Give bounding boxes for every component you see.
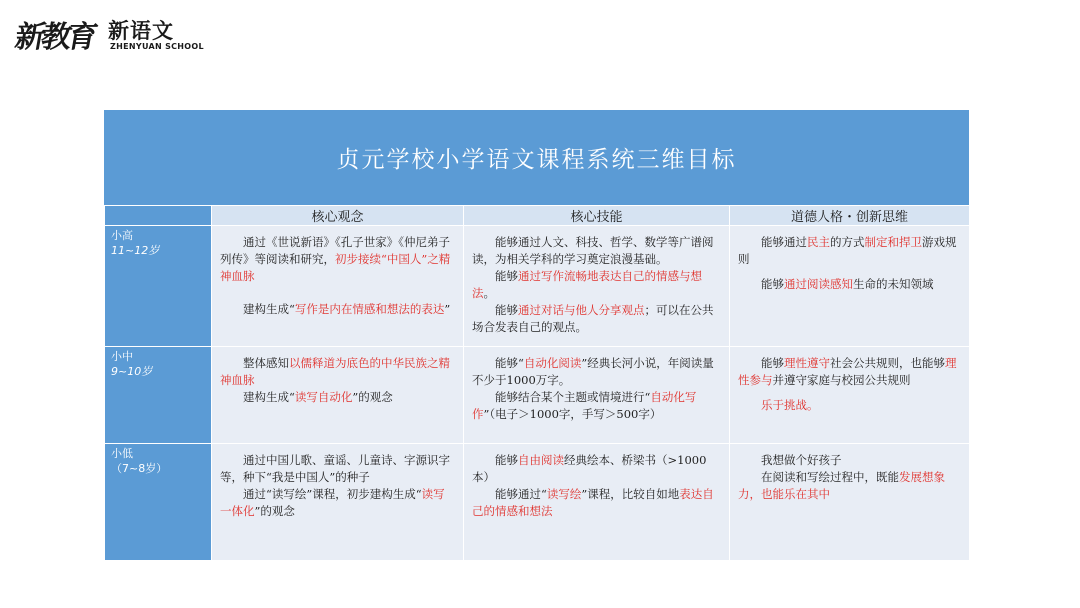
level-name: 小中 [111, 350, 133, 363]
moral-cell [730, 226, 970, 347]
title-banner [104, 110, 969, 205]
concept-text: 建构生成“读写自动化”的观念 [243, 390, 393, 404]
level-cell [105, 444, 212, 561]
level-cell [105, 226, 212, 347]
level-cell [105, 347, 212, 444]
header-skill: 核心技能 [464, 206, 730, 226]
skill-cell [464, 444, 730, 561]
table-header-row [105, 206, 970, 226]
page-title: 贞元学校小学语文课程系统三维目标 [336, 147, 737, 173]
concept-text: 整体感知以儒释道为底色的中华民族之精神血脉 [220, 356, 450, 387]
moral-cell [730, 444, 970, 561]
concept-cell [212, 226, 464, 347]
skill-text: 能够通过对话与他人分享观点；可以在公共场合发表自己的观点。 [472, 303, 714, 334]
concept-cell [212, 444, 464, 561]
skill-text: 能够通过“读写绘”课程，比较自如地表达自己的情感和想法 [472, 487, 714, 518]
logo-school-name: ZHENYUAN SCHOOL [110, 42, 204, 51]
table-row [105, 347, 970, 444]
moral-text: 能够通过民主的方式制定和捍卫游戏规则 [738, 235, 957, 266]
table-row [105, 444, 970, 561]
skill-cell [464, 226, 730, 347]
logo-name: 新语文 [108, 19, 174, 43]
header-corner [105, 206, 212, 226]
moral-cell [730, 347, 970, 444]
skill-text: 能够通过人文、科技、哲学、数学等广谱阅读，为相关学科的学习奠定浪漫基础。 [472, 235, 714, 266]
header-moral: 道德人格・创新思维 [730, 206, 970, 226]
concept-text: 通过《世说新语》《孔子世家》《仲尼弟子列传》等阅读和研究，初步接续“中国人”之精神血脉 [220, 235, 451, 283]
skill-text: 能够结合某个主题或情境进行“自动化写作”（电子＞1000字，手写＞500字） [472, 390, 697, 421]
skill-cell [464, 347, 730, 444]
moral-text: 能够通过阅读感知生命的未知领域 [761, 277, 934, 291]
concept-cell [212, 347, 464, 444]
level-name: 小高 [111, 229, 133, 242]
concept-text: 通过中国儿歌、童谣、儿童诗、字源识字等，种下“我是中国人”的种子 [220, 453, 450, 484]
moral-text: 乐于挑战。 [761, 398, 819, 412]
moral-text: 在阅读和写绘过程中，既能发展想象力，也能乐在其中 [738, 470, 945, 501]
level-ages: （7~8岁） [111, 462, 168, 475]
table-row [105, 226, 970, 347]
skill-text: 能够通过写作流畅地表达自己的情感与想法。 [472, 269, 702, 300]
logo-calligraphy: 新教育 [12, 20, 97, 55]
goals-table [104, 205, 970, 561]
skill-text: 能够“自动化阅读”经典长河小说，年阅读量不少于1000万字。 [472, 356, 714, 387]
level-ages: 9~10岁 [111, 365, 153, 378]
level-ages: 11~12岁 [111, 244, 160, 257]
header-concept: 核心观念 [212, 206, 464, 226]
moral-text: 能够理性遵守社会公共规则，也能够理性参与并遵守家庭与校园公共规则 [738, 356, 957, 387]
level-name: 小低 [111, 447, 133, 460]
concept-text: 通过“读写绘”课程，初步建构生成“读写一体化”的观念 [220, 487, 445, 518]
skill-text: 能够自由阅读经典绘本、桥梁书（>1000本） [472, 453, 707, 484]
concept-text: 建构生成“写作是内在情感和想法的表达” [243, 302, 451, 316]
moral-text: 我想做个好孩子 [761, 453, 842, 467]
